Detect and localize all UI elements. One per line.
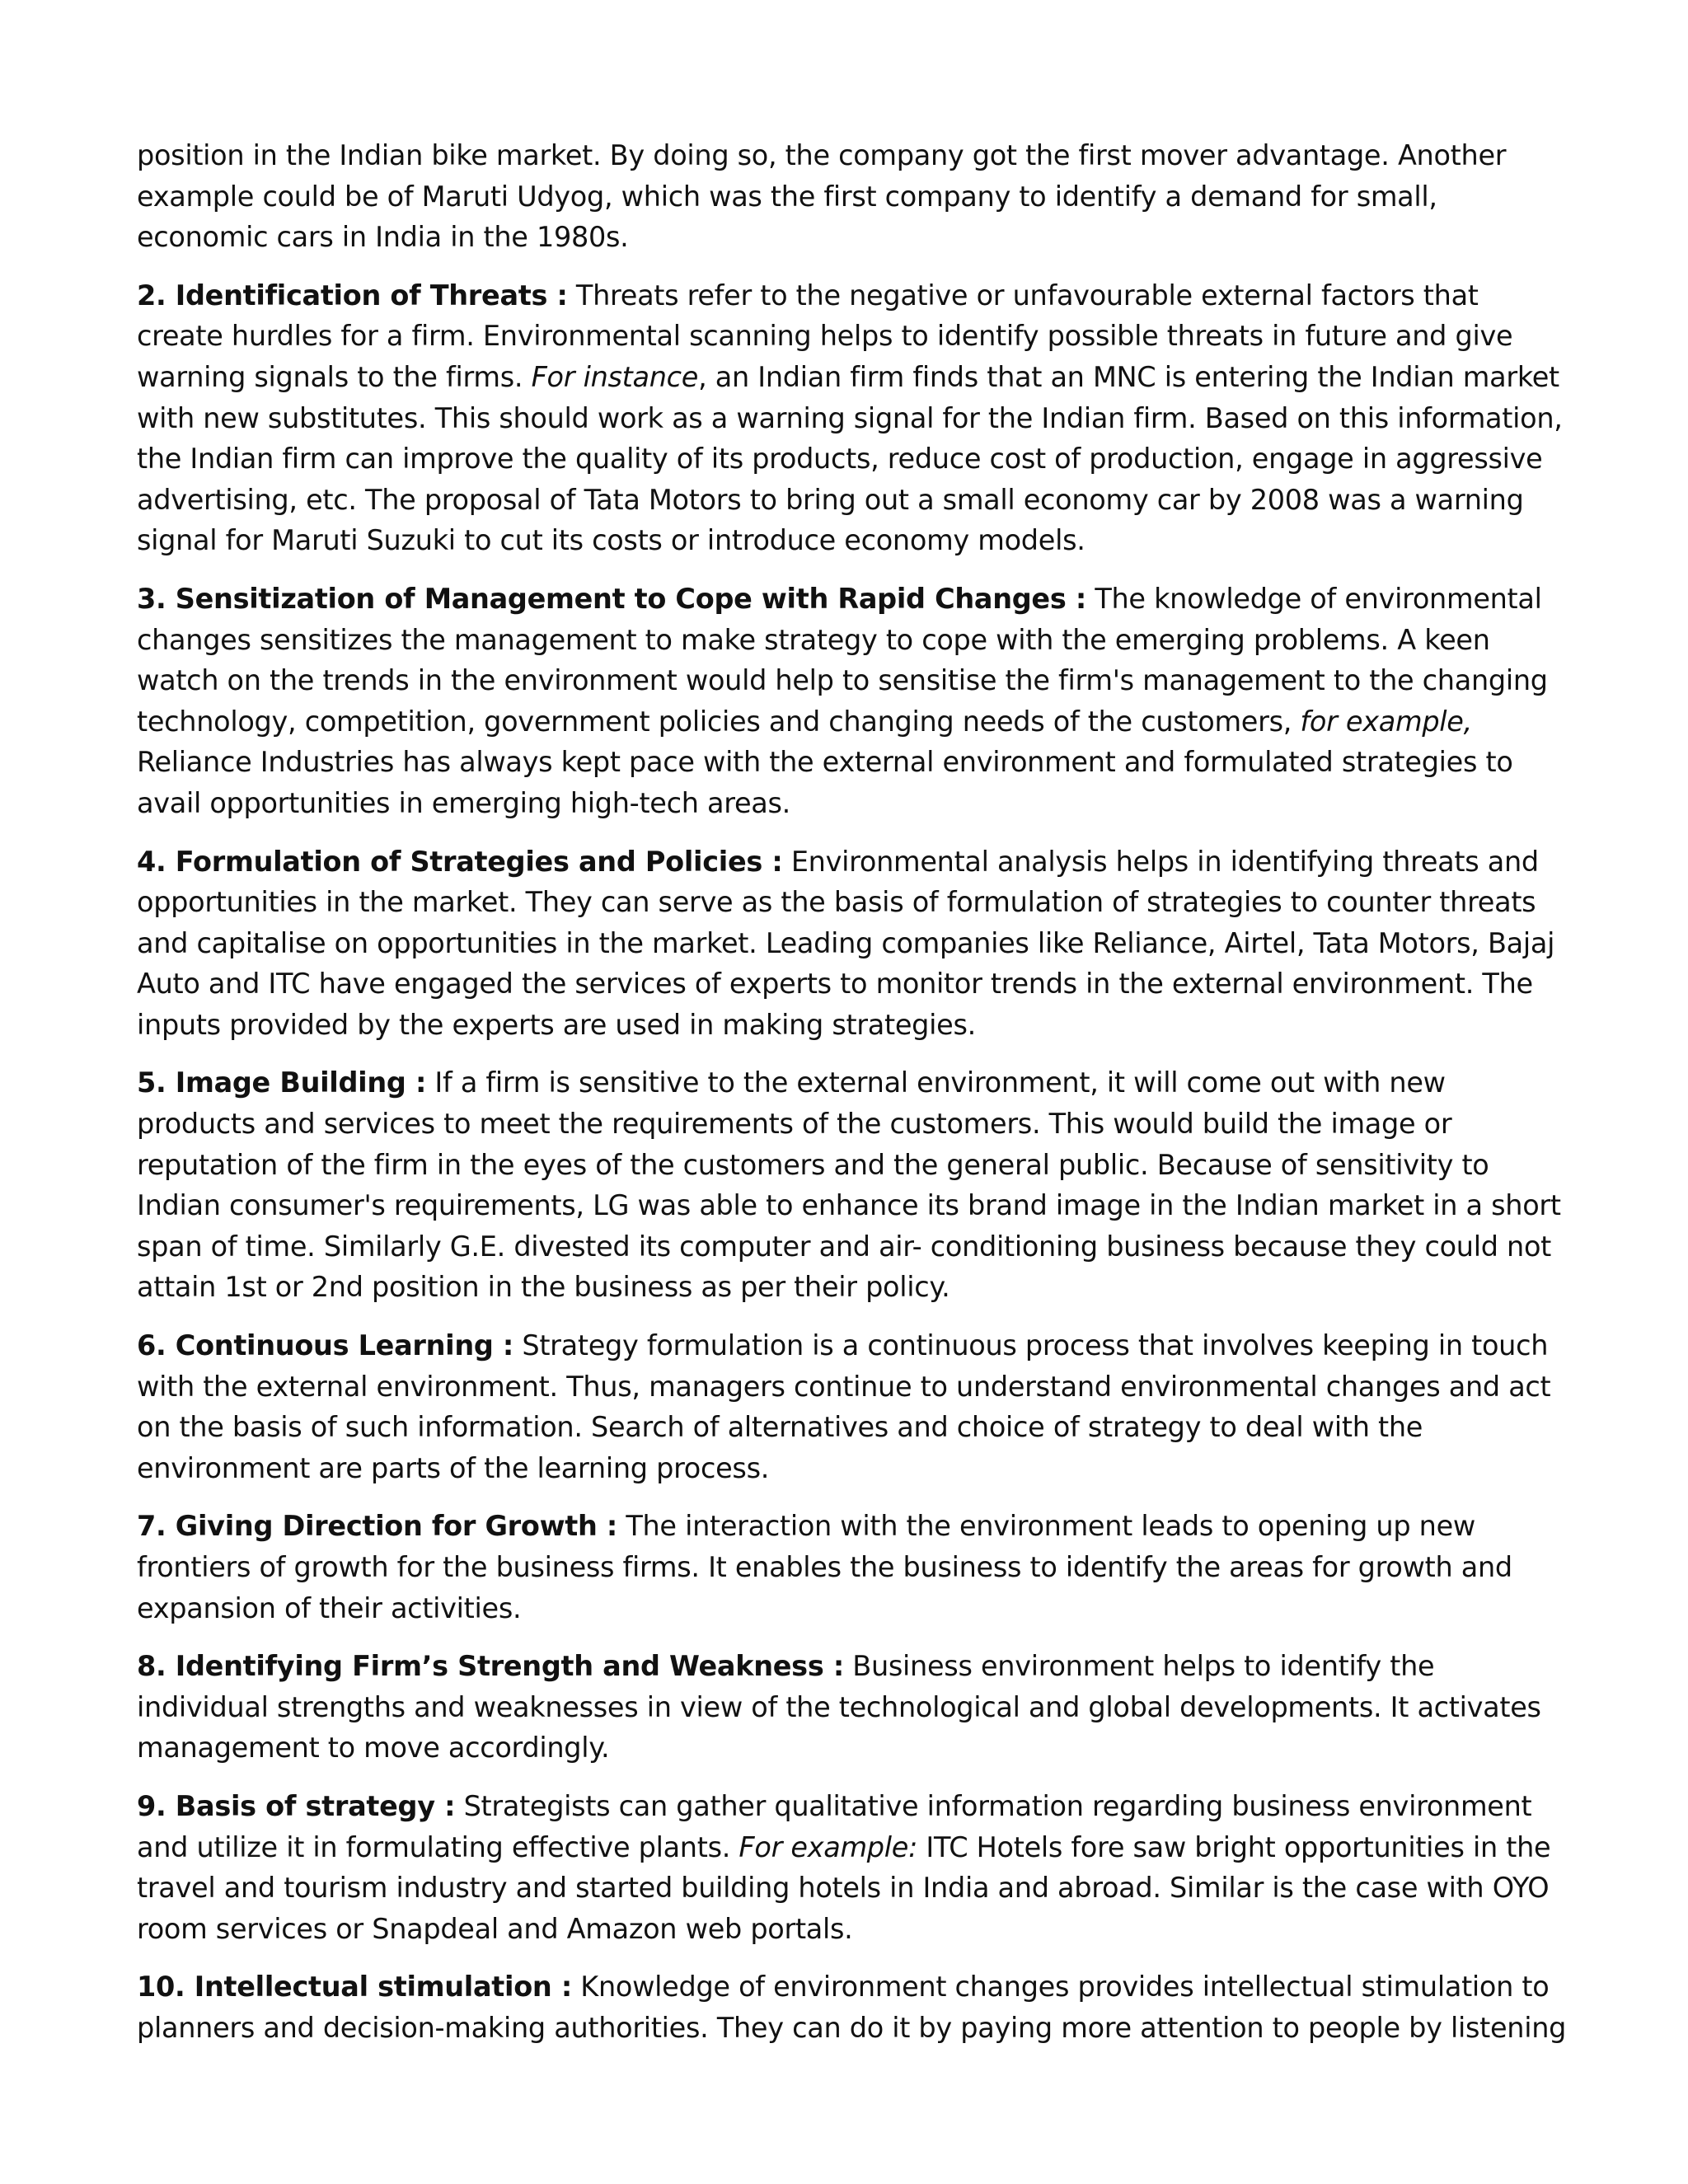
item-continuous-learning bbox=[137, 1325, 1571, 1488]
item-heading: 10. Intellectual stimulation : bbox=[137, 1971, 572, 2004]
item-emphasis: For example: bbox=[738, 1830, 918, 1863]
item-heading: 9. Basis of strategy : bbox=[137, 1789, 456, 1822]
item-emphasis: For instance bbox=[531, 360, 699, 393]
item-emphasis: for example, bbox=[1300, 705, 1472, 738]
item-image-building bbox=[137, 1062, 1571, 1308]
item-identification-of-threats bbox=[137, 275, 1571, 561]
item-text: , an Indian firm finds that an MNC is entering the Indian market with new substitutes. This should work as a warning signal for the Indian firm. Based on this information, the Indian firm can improve the quality of its products, reduce cost of production, engage in aggressive advertising, etc. The proposal of Tata Motors to bring out a small economy car by 2008 was a warning signal for Maruti Suzuki to cut its costs or introduce economy models. bbox=[137, 360, 1563, 557]
item-intellectual-stimulation bbox=[137, 1966, 1571, 2048]
item-formulation-of-strategies bbox=[137, 841, 1571, 1046]
item-text: Knowledge of environment changes provides intellectual stimulation to planners and decision-making authorities. They can do it by paying more attention to people by listening bbox=[137, 1971, 1567, 2044]
item-text: Environmental analysis helps in identifying threats and opportunities in the market. They can serve as the basis of formulation of strategies to counter threats and capitalise on opportunities in the market. Leading companies like Reliance, Airtel, Tata Motors, Bajaj Auto and ITC have engaged the services of experts to monitor trends in the external environment. The inputs provided by the experts are used in making strategies. bbox=[137, 845, 1555, 1041]
item-giving-direction-for-growth bbox=[137, 1506, 1571, 1629]
item-heading: 2. Identification of Threats : bbox=[137, 279, 568, 312]
item-text: Business environment helps to identify the individual strengths and weaknesses in view of the technological and global developments. It activates management to move accordingly. bbox=[137, 1650, 1541, 1765]
intro-text: position in the Indian bike market. By doing so, the company got the first mover advantage. Another example could be of Maruti Udyog, which was the first company to identify a demand for small, economic cars in India in the 1980s. bbox=[137, 139, 1507, 254]
item-heading: 6. Continuous Learning : bbox=[137, 1329, 514, 1362]
item-heading: 5. Image Building : bbox=[137, 1066, 427, 1099]
item-sensitization-of-management bbox=[137, 579, 1571, 824]
item-basis-of-strategy bbox=[137, 1786, 1571, 1949]
item-text: If a firm is sensitive to the external environment, it will come out with new products and services to meet the requirements of the customers. This would build the image or reputation of the firm in the eyes of the customers and the general public. Because of sensitivity to Indian consumer's requirements, LG was able to enhance its brand image in the Indian market in a short span of time. Similarly G.E. divested its computer and air- conditioning business because they could not attain 1st or 2nd position in the business as per their policy. bbox=[137, 1066, 1561, 1304]
item-text: Reliance Industries has always kept pace with the external environment and formulated strategies to avail opportunities in emerging high-tech areas. bbox=[137, 746, 1513, 819]
document-page bbox=[137, 135, 1571, 2066]
item-text: Strategy formulation is a continuous process that involves keeping in touch with the external environment. Thus, managers continue to understand environmental changes and act on the basis of such information. Search of alternatives and choice of strategy to deal with the environment are parts of the learning process. bbox=[137, 1329, 1551, 1484]
item-text: ITC Hotels fore saw bright opportunities in the travel and tourism industry and started building hotels in India and abroad. Similar is the case with OYO room services or Snapdeal and Amazon web portals. bbox=[137, 1830, 1551, 1945]
item-text: Strategists can gather qualitative information regarding business environment and utilize it in formulating effective plants. bbox=[137, 1789, 1532, 1863]
intro-paragraph bbox=[137, 135, 1571, 258]
item-heading: 7. Giving Direction for Growth : bbox=[137, 1510, 617, 1543]
item-text: Threats refer to the negative or unfavourable external factors that create hurdles for a firm. Environmental scanning helps to identify possible threats in future and give warning signals to the firms. bbox=[137, 279, 1513, 393]
item-text: The interaction with the environment leads to opening up new frontiers of growth for the business firms. It enables the business to identify the areas for growth and expansion of their activities. bbox=[137, 1510, 1512, 1624]
item-heading: 3. Sensitization of Management to Cope with Rapid Changes : bbox=[137, 582, 1086, 615]
item-text: The knowledge of environmental changes sensitizes the management to make strategy to cope with the emerging problems. A keen watch on the trends in the environment would help to sensitise the firm's management to the changing technology, competition, government policies and changing needs of the customers, bbox=[137, 582, 1548, 738]
item-heading: 8. Identifying Firm’s Strength and Weakness : bbox=[137, 1650, 844, 1683]
item-heading: 4. Formulation of Strategies and Policies : bbox=[137, 845, 783, 878]
item-identifying-strength-and-weakness bbox=[137, 1646, 1571, 1769]
